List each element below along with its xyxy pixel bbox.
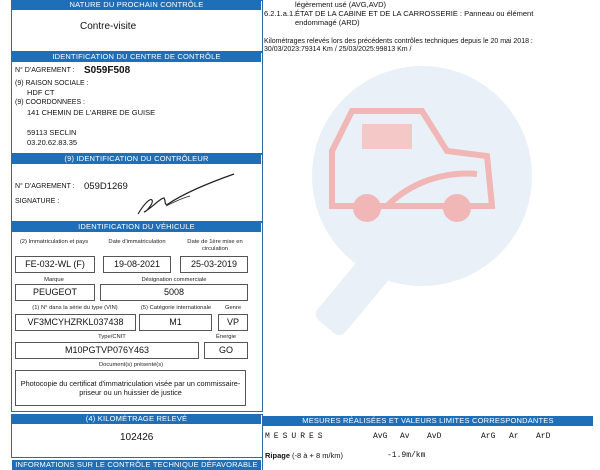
center-phone: 03.20.62.83.35 bbox=[27, 138, 78, 147]
date-immat-label: Date d'immatriculation bbox=[108, 239, 166, 245]
ripage-value: -1.9m/km bbox=[387, 451, 426, 460]
car-inspection-watermark bbox=[272, 56, 582, 356]
genre-field: VP bbox=[218, 314, 248, 331]
designation-field: 5008 bbox=[100, 284, 248, 301]
designation-label: Désignation commerciale bbox=[141, 277, 207, 283]
documents-label: Document(s) présenté(s) bbox=[98, 362, 164, 368]
next-control-value: Contre-visite bbox=[80, 21, 137, 32]
mileage-header: (4) KILOMÉTRAGE RELEVÉ bbox=[12, 414, 261, 424]
col-avg: AvG bbox=[373, 432, 388, 441]
mileage-value: 102426 bbox=[120, 432, 154, 443]
col-ar: Ar bbox=[509, 432, 519, 441]
defect-line0: légèrement usé (AVG,AVD) bbox=[295, 0, 387, 9]
col-av: Av bbox=[400, 432, 410, 441]
immat-label: (2) Immatriculation et pays bbox=[19, 239, 89, 245]
date-circ-field: 25-03-2019 bbox=[180, 256, 248, 273]
marque-field: PEUGEOT bbox=[15, 284, 95, 301]
energie-label: Énergie bbox=[216, 334, 236, 340]
defect-item-text1: ÉTAT DE LA CABINE ET DE LA CARROSSERIE : Panneau ou élément bbox=[295, 9, 534, 18]
categorie-field: M1 bbox=[139, 314, 212, 331]
immat-field: FE-032-WL (F) bbox=[15, 256, 95, 273]
documents-value: Photocopie du certificat d'immatriculation visée par un commissaire-priseur ou un huissier de justice bbox=[20, 379, 241, 397]
vehicle-header: IDENTIFICATION DU VÉHICULE bbox=[12, 222, 261, 232]
controller-agrement-label: N° D'AGREMENT : bbox=[15, 183, 75, 190]
categorie-label: (5) Catégorie internationale bbox=[140, 305, 212, 311]
measures-title: MESURES bbox=[265, 432, 327, 441]
defect-item-text2: endommagé (ARD) bbox=[295, 18, 360, 27]
genre-label: Genre bbox=[224, 305, 242, 311]
center-raison-label: (9) RAISON SOCIALE : bbox=[15, 80, 89, 87]
documents-field bbox=[15, 370, 246, 406]
center-header: IDENTIFICATION DU CENTRE DE CONTRÔLE bbox=[12, 52, 261, 62]
energie-field: GO bbox=[204, 342, 248, 359]
type-field: M10PGTVP076Y463 bbox=[15, 342, 199, 359]
controller-signature bbox=[130, 168, 240, 220]
col-ard: ArD bbox=[536, 432, 551, 441]
unfavorable-info-header: INFORMATIONS SUR LE CONTRÔLE TECHNIQUE DÉFAVORABLE bbox=[12, 460, 261, 470]
ripage-range: (-8 à + 8 m/km) bbox=[292, 451, 344, 460]
center-raison-value: HDF CT bbox=[27, 88, 55, 97]
controller-agrement-value: 059D1269 bbox=[84, 181, 128, 192]
col-avd: AvD bbox=[427, 432, 442, 441]
type-label: Type/CNIT bbox=[98, 334, 126, 340]
date-circ-label: Date de 1ère mise en circulation bbox=[187, 239, 243, 252]
center-agrement-label: N° D'AGREMENT : bbox=[15, 67, 75, 74]
center-coord-label: (9) COORDONNEES : bbox=[15, 99, 86, 106]
date-immat-field: 19-08-2021 bbox=[103, 256, 171, 273]
km-history-line1: Kilométrages relevés lors des précédents contrôles techniques depuis le 20 mai 2018 : bbox=[264, 38, 533, 45]
center-agrement-value: S059F508 bbox=[84, 65, 131, 76]
vin-field: VF3MCYHZRKL037438 bbox=[15, 314, 136, 331]
center-address1: 141 CHEMIN DE L'ARBRE DE GUISE bbox=[27, 108, 156, 117]
marque-label: Marque bbox=[44, 277, 64, 283]
measures-header: MESURES RÉALISÉES ET VALEURS LIMITES CORRESPONDANTES bbox=[263, 416, 593, 426]
defect-item-code: 6.2.1.a.1. bbox=[264, 9, 296, 18]
km-history-line2: 30/03/2023:79314 Km / 25/03/2025:99813 Km / bbox=[264, 46, 412, 53]
ripage-label: Ripage bbox=[265, 451, 291, 460]
col-arg: ArG bbox=[481, 432, 496, 441]
controller-signature-label: SIGNATURE : bbox=[15, 198, 60, 205]
next-control-header: NATURE DU PROCHAIN CONTRÔLE bbox=[12, 0, 261, 10]
vin-label: (1) N° dans la série du type (VIN) bbox=[32, 305, 118, 311]
controller-header: (9) IDENTIFICATION DU CONTRÔLEUR bbox=[12, 154, 261, 164]
center-address2: 59113 SECLIN bbox=[27, 128, 77, 137]
